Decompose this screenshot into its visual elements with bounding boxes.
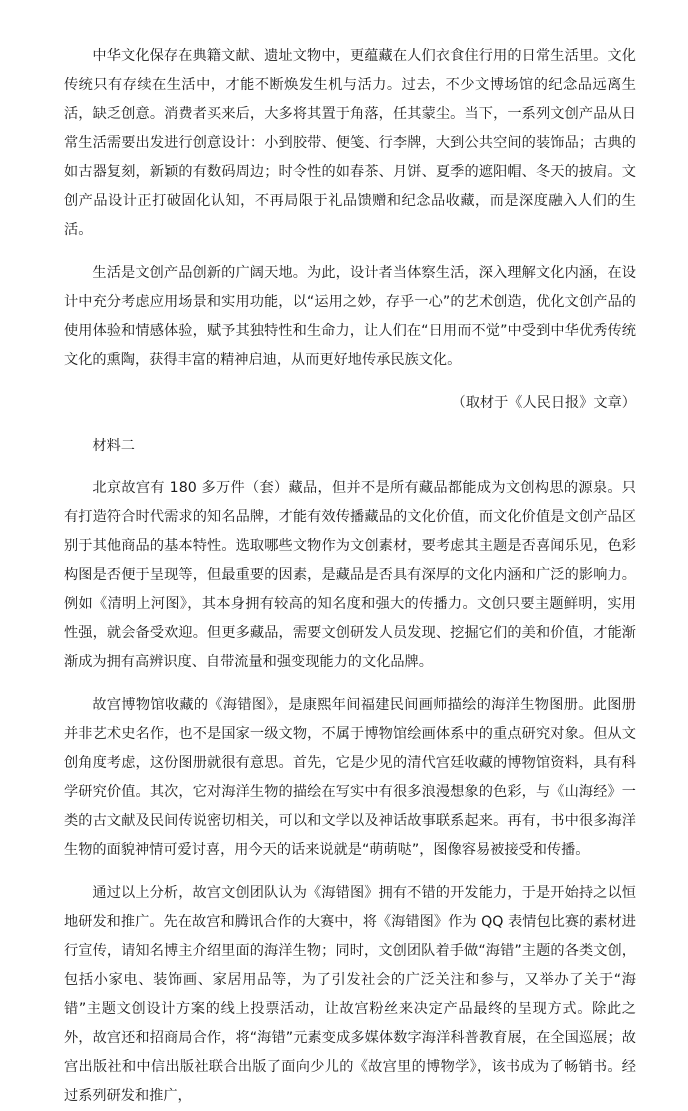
paragraph-1: 中华文化保存在典籍文献、遗址文物中，更蕴藏在人们衣食住行用的日常生活里。文化传统只有存续在生活中，才能不断焕发生机与活力。过去，不少文博场馆的纪念品远离生活，缺乏创意。消费者买来后，大多将其置于角落，任其蒙尘。当下，一系列文创产品从日常生活需要出发进行创意设计：小到胶带、便笺、行李牌，大到公共空间的装饰品；古典的如古器复刻，新颖的有数码周边；时令性的如春茶、月饼、夏季的遮阳帽、冬天的披肩。文创产品设计正打破固化认知，不再局限于礼品馈赠和纪念品收藏，而是深度融入人们的生活。 [64,48,636,238]
paragraph-2: 生活是文创产品创新的广阔天地。为此，设计者当体察生活，深入理解文化内涵，在设计中充分考虑应用场景和实用功能，以“运用之妙，存乎一心”的艺术创造，优化文创产品的使用体验和情感体验，赋予其独特性和生命力，让人们在“日用而不觉”中受到中华优秀传统文化的熏陶，获得丰富的精神启迪，从而更好地传承民族文化。 [64,265,636,368]
section-heading-material-2: 材料二 [92,438,135,454]
paragraph-5: 通过以上分析，故宫文创团队认为《海错图》拥有不错的开发能力，于是开始持之以恒地研发和推广。先在故宫和腾讯合作的大赛中，将《海错图》作为 QQ 表情包比赛的素材进行宣传，请知名博主介绍里面的海洋生物；同时，文创团队着手做“海错”主题的各类文创，包括小家电、装饰画、家居用品等，为了引发社会的广泛关注和参与，又举办了关于“海错”主题文创设计方案的线上投票活动，让故宫粉丝来决定产品最终的呈现方式。除此之外，故宫还和招商局合作，将“海错”元素变成多媒体数字海洋科普教育展，在全国巡展；故宫出版社和中信出版社联合出版了面向少儿的《故宫里的博物学》，该书成为了畅销书。经过系列研发和推广， [64,885,636,1104]
source-citation: （取材于《人民日报》文章） [451,395,636,411]
paragraph-4: 故宫博物馆收藏的《海错图》，是康熙年间福建民间画师描绘的海洋生物图册。此图册并非艺术史名作，也不是国家一级文物，不属于博物馆绘画体系中的重点研究对象。但从文创角度考虑，这份图册就很有意思。首先，它是少见的清代宫廷收藏的博物馆资料，具有科学研究价值。其次，它对海洋生物的描绘在写实中有很多浪漫想象的色彩，与《山海经》一类的古文献及民间传说密切相关，可以和文学以及神话故事联系起来。再有，书中很多海洋生物的面貌神情可爱讨喜，用今天的话来说就是“萌萌哒”，图像容易被接受和传播。 [64,697,636,858]
document-body [64,42,636,1111]
paragraph-3: 北京故宫有 180 多万件（套）藏品，但并不是所有藏品都能成为文创构思的源泉。只有打造符合时代需求的知名品牌，才能有效传播藏品的文化价值，而文化价值是文创产品区别于其他商品的基本特性。选取哪些文物作为文创素材，要考虑其主题是否喜闻乐见，色彩构图是否便于呈现等，但最重要的因素，是藏品是否具有深厚的文化内涵和广泛的影响力。例如《清明上河图》，其本身拥有较高的知名度和强大的传播力。文创只要主题鲜明，实用性强，就会备受欢迎。但更多藏品，需要文创研发人员发现、挖掘它们的美和价值，才能渐渐成为拥有高辨识度、自带流量和强变现能力的文化品牌。 [64,480,636,670]
